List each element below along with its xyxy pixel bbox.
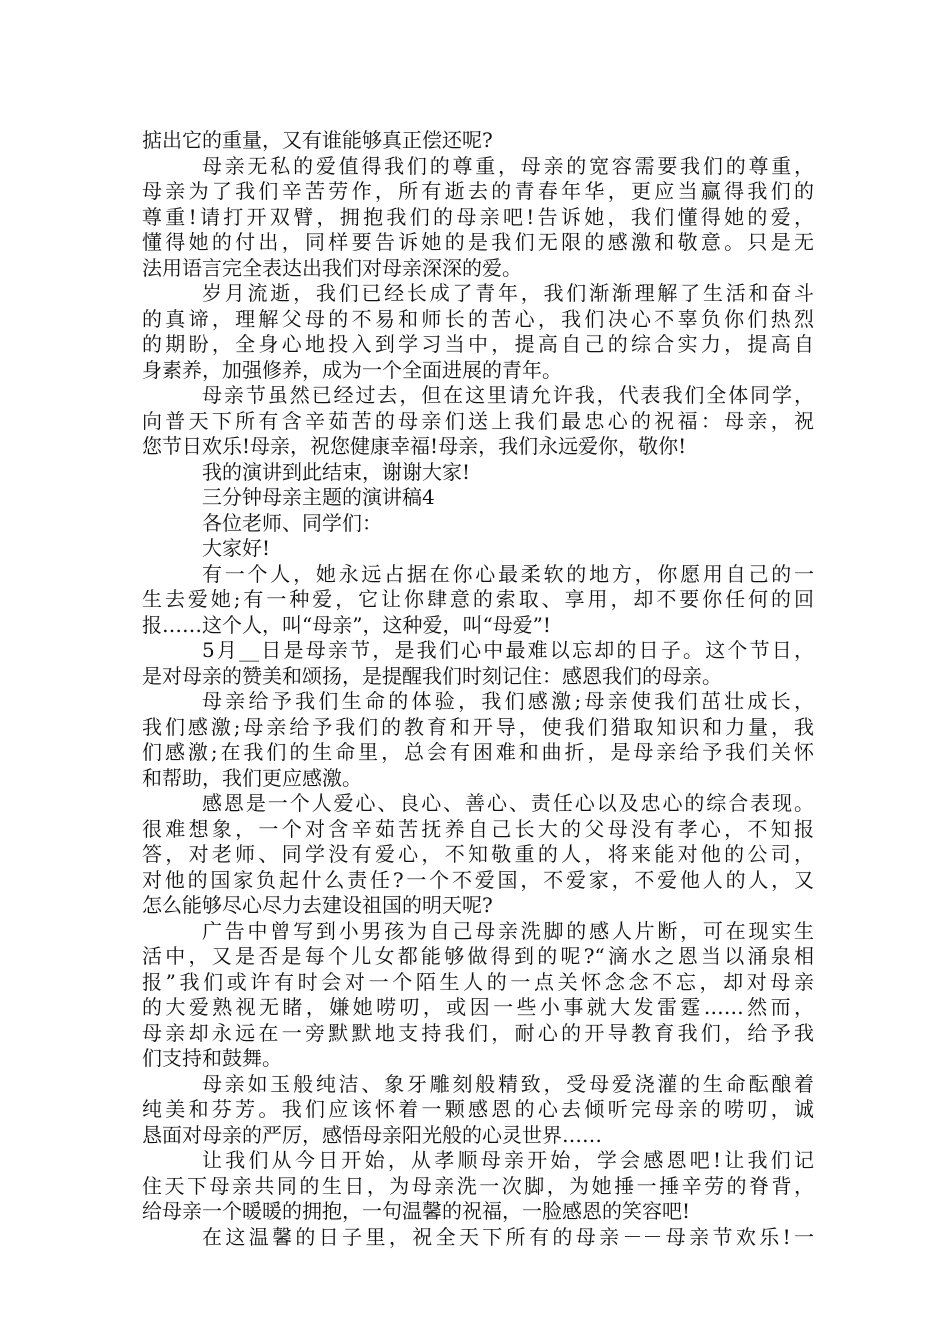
paragraph-line: 很难想象，一个对含辛茹苦抚养自己长大的父母没有孝心，不知报: [142, 816, 814, 841]
paragraph-line: 的大爱熟视无睹，嫌她唠叨，或因一些小事就大发雷霆……然而，: [142, 995, 814, 1019]
paragraph-first-line: 感恩是一个人爱心、良心、善心、责任心以及忠心的综合表现。: [202, 791, 814, 815]
paragraph-line: 您节日欢乐!母亲，祝您健康幸福!母亲，我们永远爱你，敬你!: [142, 434, 687, 458]
paragraph-line: 对他的国家负起什么责任?一个不爱国，不爱家，不爱他人的人，又: [142, 867, 814, 892]
paragraph-line: 答，对老师、同学没有爱心，不知敬重的人，将来能对他的公司，: [142, 842, 814, 866]
paragraph-line: 母亲为了我们辛苦劳作，所有逝去的青春年华，更应当赢得我们的: [142, 179, 814, 203]
paragraph-first-line: 各位老师、同学们：: [202, 510, 382, 535]
paragraph-line: 尊重!请打开双臂，拥抱我们的母亲吧!告诉她，我们懂得她的爱，: [142, 204, 814, 229]
paragraph-line: 怎么能够尽心尽力去建设祖国的明天呢?: [142, 893, 493, 917]
paragraph-first-line: 我的演讲到此结束，谢谢大家!: [202, 459, 471, 484]
paragraph-first-line: 5月__日是母亲节，是我们心中最难以忘却的日子。这个节日，: [202, 638, 814, 662]
paragraph-first-line: 广告中曾写到小男孩为自己母亲洗脚的感人片断，可在现实生: [202, 918, 814, 943]
paragraph-line: 纯美和芬芳。我们应该怀着一颗感恩的心去倾听完母亲的唠叨，诚: [142, 1097, 814, 1121]
paragraph-line: 恳面对母亲的严厉，感悟母亲阳光般的心灵世界……: [142, 1122, 602, 1147]
paragraph-line: 的真谛，理解父母的不易和师长的苦心，我们决心不辜负你们热烈: [142, 306, 814, 331]
paragraph-line: 住天下母亲共同的生日，为母亲洗一次脚，为她捶一捶辛劳的脊背，: [142, 1173, 814, 1198]
paragraph-first-line: 母亲给予我们生命的体验，我们感激;母亲使我们茁壮成长，: [202, 689, 814, 713]
paragraph-first-line: 母亲节虽然已经过去，但在这里请允许我，代表我们全体同学，: [202, 383, 814, 407]
paragraph-line: 和帮助，我们更应感激。: [142, 765, 362, 790]
paragraph-line: 生去爱她;有一种爱，它让你肆意的索取、享用，却不要你任何的回: [142, 587, 814, 611]
paragraph-line: 我们感激;母亲给予我们的教育和开导，使我们猎取知识和力量，我: [142, 714, 814, 739]
paragraph-first-line: 大家好!: [202, 536, 271, 560]
paragraph-line: 们感激;在我们的生命里，总会有困难和曲折，是母亲给予我们关怀: [142, 740, 814, 764]
document-body: [142, 128, 814, 1250]
paragraph-first-line: 有一个人，她永远占据在你心最柔软的地方，你愿用自己的一: [202, 561, 814, 586]
paragraph-first-line: 母亲无私的爱值得我们的尊重，母亲的宽容需要我们的尊重，: [202, 153, 814, 178]
paragraph-line: 法用语言完全表达出我们对母亲深深的爱。: [142, 255, 522, 280]
paragraph-line: 的期盼，全身心地投入到学习当中，提高自己的综合实力，提高自: [142, 332, 814, 356]
paragraph-first-line: 让我们从今日开始，从孝顺母亲开始，学会感恩吧!让我们记: [202, 1148, 814, 1172]
paragraph-first-line: 岁月流逝，我们已经长成了青年，我们渐渐理解了生活和奋斗: [202, 281, 814, 305]
paragraph-line: 报……这个人，叫“母亲”，这种爱，叫“母爱”!: [142, 612, 551, 637]
paragraph-first-line: 母亲如玉般纯洁、象牙雕刻般精致，受母爱浇灌的生命酝酿着: [202, 1071, 814, 1096]
paragraph-line: 是对母亲的赞美和颂扬，是提醒我们时刻记住：感恩我们的母亲。: [142, 663, 722, 688]
paragraph-line: 们支持和鼓舞。: [142, 1046, 282, 1070]
paragraph-line: 母亲却永远在一旁默默地支持我们，耐心的开导教育我们，给予我: [142, 1020, 814, 1045]
paragraph-line: 向普天下所有含辛茹苦的母亲们送上我们最忠心的祝福：母亲，祝: [142, 408, 814, 433]
paragraph-line: 给母亲一个暖暖的拥抱，一句温馨的祝福，一脸感恩的笑容吧!: [142, 1199, 691, 1223]
paragraph-line: 掂出它的重量，又有谁能够真正偿还呢?: [142, 128, 493, 152]
paragraph-line: 懂得她的付出，同样要告诉她的是我们无限的感激和敬意。只是无: [142, 230, 814, 254]
paragraph-line: 报”我们或许有时会对一个陌生人的一点关怀念念不忘，却对母亲: [142, 969, 814, 994]
paragraph-first-line: 在这温馨的日子里，祝全天下所有的母亲－－母亲节欢乐!一: [202, 1224, 814, 1249]
paragraph-first-line: 三分钟母亲主题的演讲稿4: [202, 485, 435, 509]
paragraph-line: 身素养，加强修养，成为一个全面进展的青年。: [142, 357, 562, 382]
paragraph-line: 活中，又是否是每个儿女都能够做得到的呢?“滴水之恩当以涌泉相: [142, 944, 814, 968]
